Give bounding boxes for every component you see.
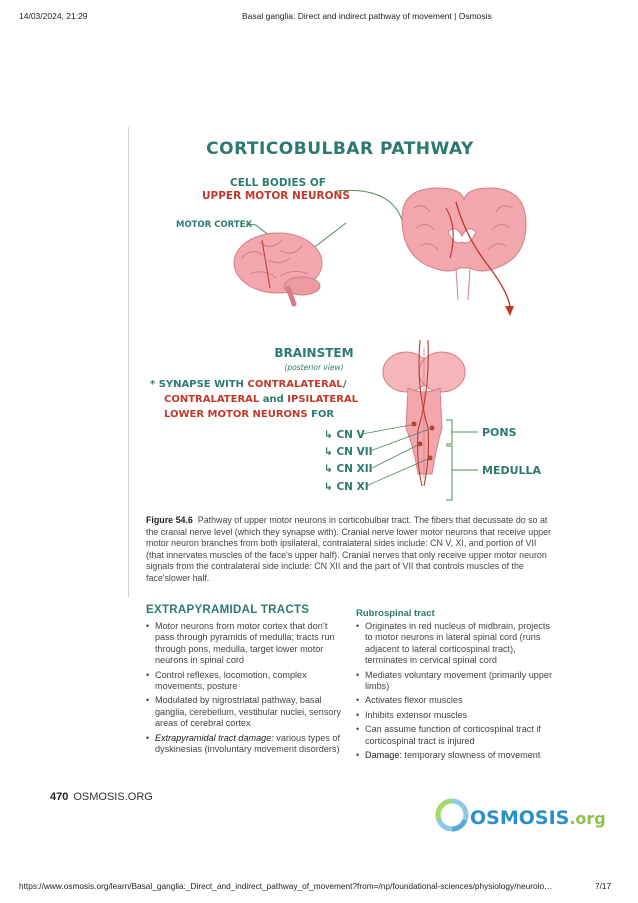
pons-label: PONS bbox=[482, 426, 517, 439]
synapse-line-3: LOWER MOTOR NEURONS FOR bbox=[164, 409, 335, 420]
brain-coronal-illustration bbox=[402, 188, 526, 316]
cell-bodies-label: CELL BODIES OF bbox=[230, 177, 326, 189]
rubrospinal-list bbox=[356, 621, 556, 764]
brainstem-illustration bbox=[383, 340, 465, 486]
list-item: • Inhibits extensor muscles bbox=[356, 710, 556, 721]
osmosis-logo bbox=[434, 794, 606, 836]
cn-xi-label: ↳ CN XI bbox=[324, 481, 369, 493]
caption-label: Figure 54.6 bbox=[146, 515, 193, 525]
brain-lateral-illustration bbox=[234, 233, 322, 304]
list-item: • Originates in red nucleus of midbrain, projects to motor neurons in lateral spinal cord (runs adjacent to lateral corticospinal tract), terminates in cervical spinal cord bbox=[356, 621, 556, 667]
page-footer-label bbox=[50, 791, 153, 803]
print-url: https://www.osmosis.org/learn/Basal_ganglia:_Direct_and_indirect_pathway_of_movement?from=/np/foundational-sciences/physiology/neurolo… bbox=[19, 881, 553, 891]
logo-text: OSMOSIS.org bbox=[470, 807, 606, 829]
list-item: • Activates flexor muscles bbox=[356, 695, 556, 706]
list-item: • Damage: temporary slowness of movement bbox=[356, 750, 556, 761]
brand-name: OSMOSIS.ORG bbox=[73, 791, 153, 803]
list-item: • Motor neurons from motor cortex that don’t pass through pyramids of medulla; tracts run through pons, medulla, target lower motor neurons in spinal cord bbox=[146, 621, 342, 667]
medulla-bracket bbox=[446, 446, 478, 500]
figure-divider bbox=[128, 127, 129, 597]
pons-bracket bbox=[446, 420, 478, 444]
cn-vii-label: ↳ CN VII bbox=[324, 446, 373, 458]
list-item: • Mediates voluntary movement (primarily upper limbs) bbox=[356, 670, 556, 693]
medulla-label: MEDULLA bbox=[482, 464, 542, 477]
cn-xii-label: ↳ CN XII bbox=[324, 463, 373, 475]
figure-caption bbox=[146, 515, 552, 585]
figure-title: CORTICOBULBAR PATHWAY bbox=[206, 139, 474, 159]
upper-motor-neurons-label: UPPER MOTOR NEURONS bbox=[202, 190, 350, 202]
print-page-title: Basal ganglia: Direct and indirect pathway of movement | Osmosis bbox=[242, 11, 492, 21]
synapse-line-2: CONTRALATERAL and IPSILATERAL bbox=[164, 394, 359, 405]
list-item: • Extrapyramidal tract damage: various types of dyskinesias (involuntary movement disorders) bbox=[146, 733, 342, 756]
print-datetime: 14/03/2024, 21:29 bbox=[19, 11, 88, 21]
extrapyramidal-list bbox=[146, 621, 342, 758]
cn-v-label: ↳ CN V bbox=[324, 429, 365, 441]
caption-text: Pathway of upper motor neurons in corticobulbar tract. The fibers that decussate do so at the cranial nerve level (which they synapse with). Cranial nerve lower motor neurons that receive upper motor neuron branches from both ipsilateral, contralateral sides include: CN V, XI, and portion of VII (that innervates muscles of the face's upper half). Cranial nerves that only receive upper motor neuron signals from the contralateral side include: CN XII and the part of VII that controls muscles of the face'slower half. bbox=[146, 515, 551, 583]
page-number: 470 bbox=[50, 791, 69, 803]
brainstem-label: BRAINSTEM bbox=[274, 346, 354, 360]
corticobulbar-figure bbox=[130, 128, 550, 508]
list-item: • Control reflexes, locomotion, complex movements, posture bbox=[146, 670, 342, 693]
posterior-view-label: (posterior view) bbox=[284, 363, 344, 372]
rubrospinal-title: Rubrospinal tract bbox=[356, 608, 435, 619]
cn-list bbox=[324, 429, 373, 493]
print-page-count: 7/17 bbox=[595, 881, 612, 891]
list-item: • Modulated by nigrostriatal pathway, basal ganglia, cerebellum, vestibular nuclei, sensory areas of cerebral cortex bbox=[146, 695, 342, 729]
extrapyramidal-title: EXTRAPYRAMIDAL TRACTS bbox=[146, 604, 310, 616]
list-item: • Can assume function of corticospinal tract if corticospinal tract is injured bbox=[356, 724, 556, 747]
motor-cortex-label: MOTOR CORTEX bbox=[176, 220, 252, 230]
synapse-line-1: * SYNAPSE WITH CONTRALATERAL/ bbox=[150, 379, 347, 390]
